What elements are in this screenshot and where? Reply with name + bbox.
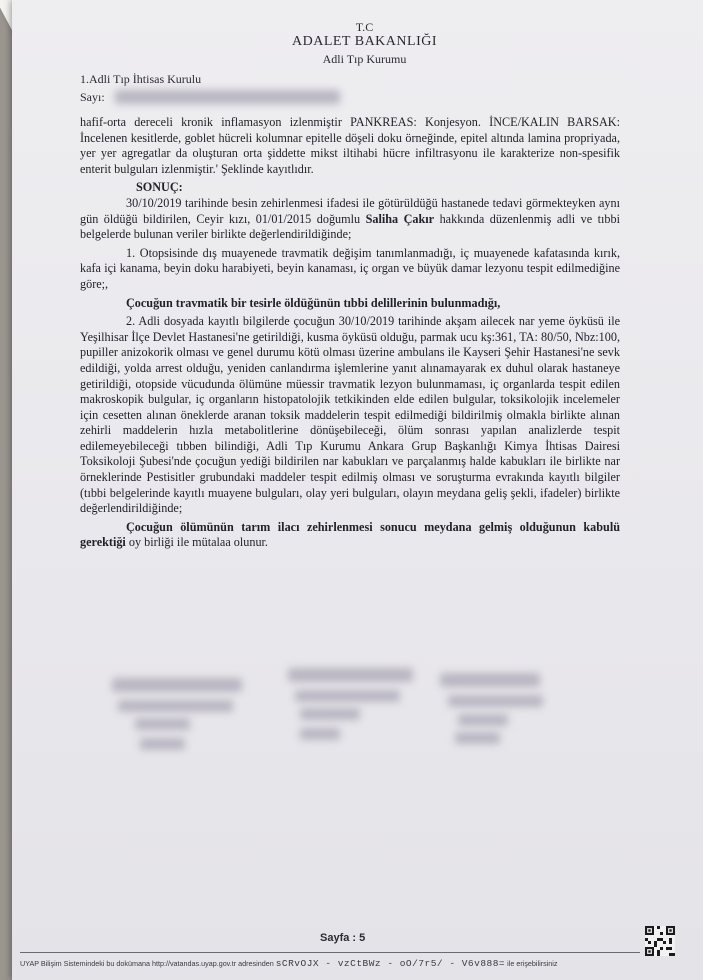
subject-name: Saliha Çakır [365,211,435,226]
paragraph-autopsy: 1. Otopsisinde dış muayenede travmatik değişim tanımlanmadığı, iç muayenede kafatasında kırık, kafa içi kanama, beyin doku harabiyeti, beyin kanaması, iç organ ve büyük damar lezyonu tespit edilmediğine göre;, [80,245,620,291]
committee-name: 1.Adli Tıp İhtisas Kurulu [80,72,202,86]
conclusion-heading: SONUÇ: [136,180,183,195]
qr-code-icon [645,926,675,956]
page-number: Sayfa : 5 [320,932,366,944]
paragraph-case-details: 2. Adli dosyada kayıtlı bilgilerde çocuğun 30/10/2019 tarihinde akşam ailecek nar yeme öyküsü ile Yeşilhisar İlçe Devlet Hastanesi'ne getirildiği, kusma öyküsü olduğu, parmak ucu kş:361, TA: 80/50, Nbz:100, pupiller anizokorik olması ve genel durumu kötü olması üzerine ambulans ile Kayseri Şehir Hastanesi'ne sevk edildiği, yolda arrest olduğu, yeniden canlandırma işlemlerine yanıt alınamayarak ex duhul olarak hastaneye getirildiği, otopside vücudunda ölümüne müessir travmatik lezyon bulunmaması, iç organlarda tespit edilen makroskopik bulgular, iç organların histopatolojik tetkikinden elde edilen bulgular, toksikolojik incelemeler için cesetten alınan öneklerde aranan toksik maddelerin tespit edilmediği bildirilmiş olmakla birlikte alınan zehirli maddelerin hızla metabolitlerine dönüşebileceği, ölüm sonrası yapılan analizlerde tespit edilemeyebileceği tıbben bilindiği, Adli Tıp Kurumu Ankara Grup Başkanlığı Kimya İhtisas Dairesi Toksikoloji Şubesi'nde çocuğun yediği bildirilen nar kabukları ve parçalanmış halde kabukları ile birlikte nar örneklerinde Pestisitler grubundaki maddeler tespit edilmiş olması ve soruşturma evrakında kayıtlı bilgiler (tıbbi belgelerinde kayıtlı muayene bulguları, olay yeri bulguları, olayın meydana geliş şekli, ifadeler) birlikte değerlendirildiğinde; [80,314,620,516]
final-opinion: Çocuğun ölümünün tarım ilacı zehirlenmesi sonucu meydana gelmiş olduğunun kabulü gerektiği oy birliği ile mütalaa olunur. [80,519,620,550]
footer-uyap-note: UYAP Bilişim Sistemindeki bu dokümana http://vatandas.uyap.gov.tr adresinden sCRvOJX - vzCtBWz - oO/7r5/ - V6v888= ile erişebilirsiniz [20,958,558,969]
header-ministry: ADALET BAKANLIĞI [292,34,437,49]
header-institution: Adli Tıp Kurumu [322,52,407,66]
verification-code: sCRvOJX - vzCtBWz - oO/7r5/ - V6v888= [275,958,506,969]
finding-no-trauma: Çocuğun travmatik bir tesirle öldüğünün tıbbi delillerinin bulunmadığı, [126,295,501,310]
redacted-number [115,90,340,104]
document-number-label: Sayı: [80,90,105,104]
paragraph-findings: hafif-orta dereceli kronik inflamasyon izlenmiştir PANKREAS: Konjesyon. İNCE/KALIN BARSAK: İncelenen kesitlerde, goblet hücreli kolumnar epitelle döşeli doku örneğinde, epitel altında lamina propriyada, yer yer agregatlar da oluşturan orta şiddette mikst iltihabi hücre infiltrasyonu ile karakterize non-spesifik enterit bulguları izlenmiştir.' Şeklinde kayıtlıdır. [80,115,620,176]
paragraph-subject: 30/10/2019 tarihinde besin zehirlenmesi ifadesi ile götürüldüğü hastanede tedavi görmekteyken aynı gün öldüğü bildirilen, Ceyir kızı, 01/01/2015 doğumlu Saliha Çakır hakkında düzenlenmiş adli ve tıbbi belgelerde bulunan veriler birlikte değerlendirildiğinde; [80,195,620,242]
footer-divider [20,952,640,953]
header-tc: T.C [355,20,374,34]
report-body [80,115,620,551]
